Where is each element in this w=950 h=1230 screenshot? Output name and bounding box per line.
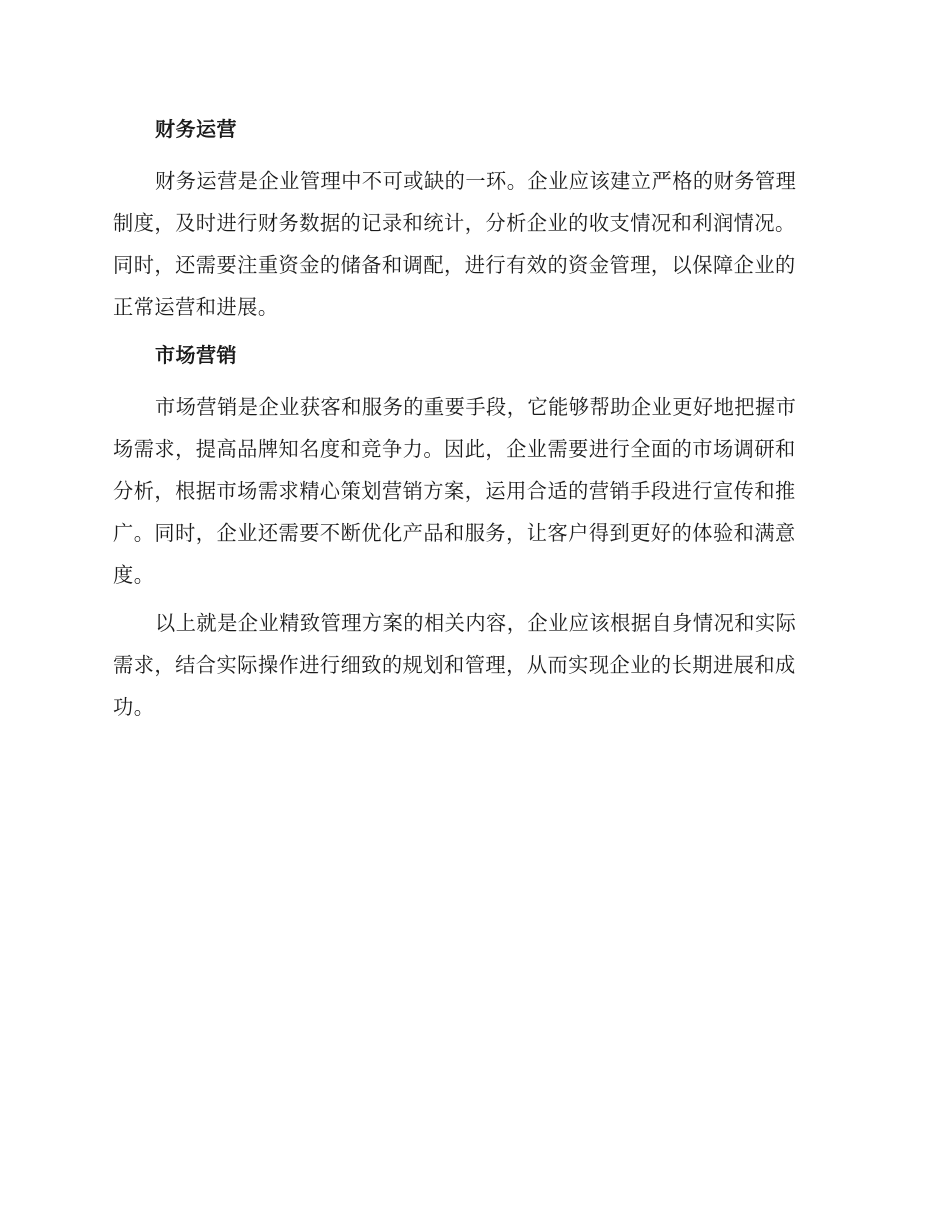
paragraph-line: 需求，结合实际操作进行细致的规划和管理，从而实现企业的长期进展和成 [113,653,796,677]
paragraph-line: 广。同时，企业还需要不断优化产品和服务，让客户得到更好的体验和满意 [113,521,796,545]
section-paragraph-finance [113,160,833,328]
section-heading-marketing: 市场营销 [155,343,237,367]
paragraph-line: 分析，根据市场需求精心策划营销方案，运用合适的营销手段进行宣传和推 [113,479,796,503]
paragraph-line: 制度，及时进行财务数据的记录和统计，分析企业的收支情况和利润情况。 [113,211,796,235]
paragraph-line: 正常运营和进展。 [113,295,279,319]
paragraph-line: 以上就是企业精致管理方案的相关内容，企业应该根据自身情况和实际 [155,611,797,635]
paragraph-line: 功。 [113,695,155,719]
paragraph-line: 财务运营是企业管理中不可或缺的一环。企业应该建立严格的财务管理 [155,169,797,193]
section-heading-finance: 财务运营 [155,117,237,141]
paragraph-line: 同时，还需要注重资金的储备和调配，进行有效的资金管理，以保障企业的 [113,253,796,277]
document-page [113,102,833,734]
paragraph-line: 度。 [113,563,155,587]
paragraph-line: 市场营销是企业获客和服务的重要手段，它能够帮助企业更好地把握市 [155,395,797,419]
paragraph-line: 场需求，提高品牌知名度和竞争力。因此，企业需要进行全面的市场调研和 [113,437,796,461]
section-paragraph-marketing [113,386,833,596]
conclusion-paragraph [113,602,833,728]
